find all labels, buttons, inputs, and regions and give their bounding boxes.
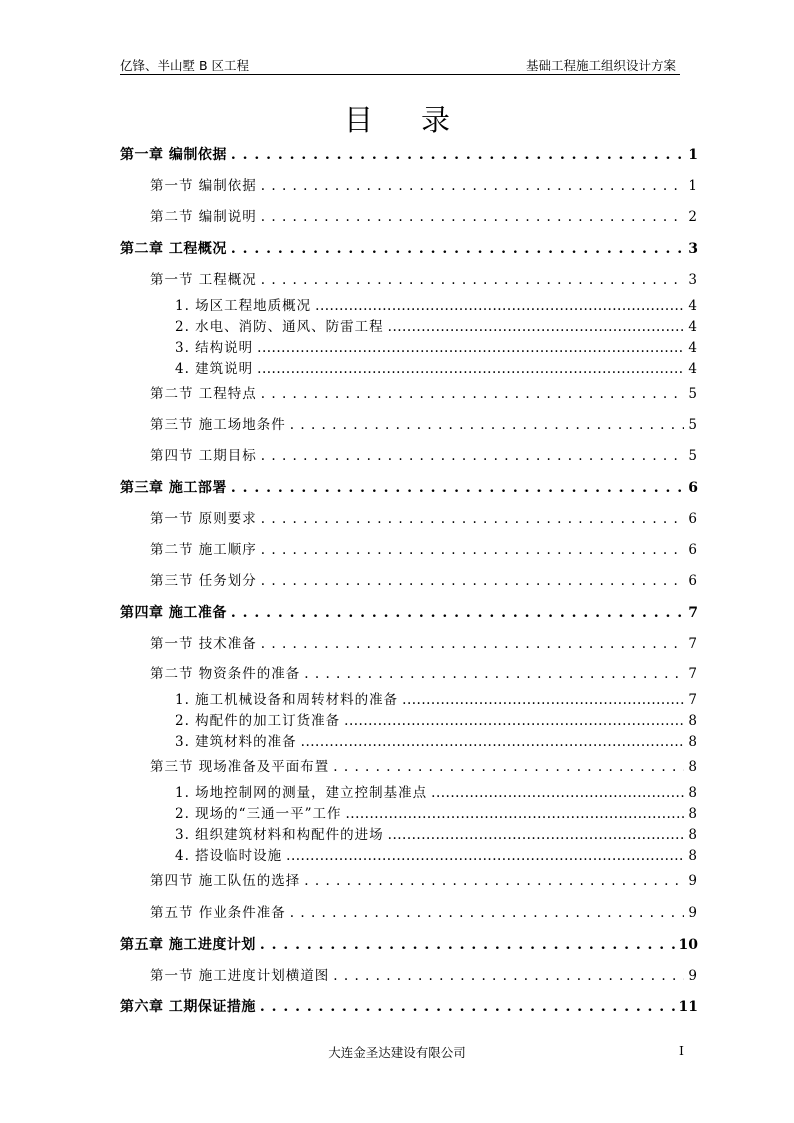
toc-entry-section <box>150 415 698 435</box>
toc-entry-item <box>175 359 698 379</box>
toc-entry-page: 1 <box>688 147 698 163</box>
toc-dot-leader <box>388 825 685 845</box>
toc-entry-label: 2. 现场的“三通一平”工作 <box>175 806 342 822</box>
toc-dot-leader <box>231 603 684 623</box>
toc-entry-chapter <box>120 603 698 623</box>
toc-entry-section <box>150 966 698 986</box>
toc-entry-page: 4 <box>688 340 698 356</box>
toc-entry-label: 第二节 施工顺序 <box>150 542 257 558</box>
toc-entry-page: 9 <box>688 873 698 889</box>
toc-entry-item <box>175 338 698 358</box>
toc-dot-leader <box>231 145 684 165</box>
toc-entry-item <box>175 846 698 866</box>
toc-entry-section <box>150 871 698 891</box>
toc-entry-label: 第四章 施工准备 <box>120 605 227 621</box>
toc-entry-page: 5 <box>688 417 698 433</box>
toc-entry-section <box>150 664 698 684</box>
toc-entry-label: 3. 建筑材料的准备 <box>175 734 297 750</box>
toc-entry-page: 8 <box>688 848 698 864</box>
page-header <box>120 56 680 75</box>
toc-entry-page: 1 <box>688 178 698 194</box>
toc-dot-leader <box>231 239 684 259</box>
toc-title <box>0 98 794 139</box>
toc-entry-label: 第一节 编制依据 <box>150 178 257 194</box>
toc-entry-page: 9 <box>688 905 698 921</box>
header-document-title: 基础工程施工组织设计方案 <box>525 58 676 73</box>
toc-entry-label: 第二节 编制说明 <box>150 209 257 225</box>
toc-title-char-2: 录 <box>421 103 451 137</box>
toc-entry-page: 7 <box>688 692 698 708</box>
toc-entry-section <box>150 384 698 404</box>
toc-entry-chapter <box>120 478 698 498</box>
toc-entry-label: 第一节 原则要求 <box>150 511 257 527</box>
toc-entry-page: 10 <box>678 937 698 953</box>
toc-dot-leader <box>388 317 685 337</box>
toc-entry-section <box>150 176 698 196</box>
toc-entry-page: 8 <box>688 785 698 801</box>
toc-entry-label: 第四节 工期目标 <box>150 448 257 464</box>
toc-dot-leader <box>304 664 684 684</box>
toc-entry-label: 1. 施工机械设备和周转材料的准备 <box>175 692 399 708</box>
toc-entry-chapter <box>120 145 698 165</box>
toc-entry-label: 第三节 施工场地条件 <box>150 417 286 433</box>
toc-entry-page: 8 <box>688 713 698 729</box>
toc-entry-page: 6 <box>688 511 698 527</box>
toc-entry-page: 3 <box>688 241 698 257</box>
toc-entry-page: 6 <box>688 542 698 558</box>
toc-dot-leader <box>261 207 685 227</box>
toc-entry-item <box>175 825 698 845</box>
toc-entry-page: 4 <box>688 298 698 314</box>
toc-title-char-1: 目 <box>343 103 373 137</box>
toc-entry-page: 7 <box>688 605 698 621</box>
toc-entry-item <box>175 317 698 337</box>
toc-entry-label: 2. 水电、消防、通风、防雷工程 <box>175 319 384 335</box>
toc-dot-leader <box>344 711 684 731</box>
toc-dot-leader <box>301 732 685 752</box>
toc-entry-section <box>150 634 698 654</box>
toc-entry-label: 第五章 施工进度计划 <box>120 937 256 953</box>
toc-entry-section <box>150 446 698 466</box>
toc-entry-label: 1. 场地控制网的测量，建立控制基准点 <box>175 785 428 801</box>
toc-entry-page: 7 <box>688 636 698 652</box>
toc-entry-label: 3. 结构说明 <box>175 340 254 356</box>
toc-entry-item <box>175 783 698 803</box>
toc-entry-page: 5 <box>688 386 698 402</box>
toc-entry-label: 第一节 技术准备 <box>150 636 257 652</box>
toc-entry-label: 第二章 工程概况 <box>120 241 227 257</box>
toc-dot-leader <box>304 871 684 891</box>
toc-entry-item <box>175 732 698 752</box>
toc-entry-page: 8 <box>688 806 698 822</box>
toc-entry-page: 8 <box>688 734 698 750</box>
toc-dot-leader <box>261 634 685 654</box>
toc-dot-leader <box>290 903 685 923</box>
toc-entry-label: 4. 搭设临时设施 <box>175 848 283 864</box>
toc-entry-label: 第一节 施工进度计划横道图 <box>150 968 330 984</box>
toc-dot-leader <box>257 338 684 358</box>
toc-entry-label: 3. 组织建筑材料和构配件的进场 <box>175 827 384 843</box>
toc-entry-label: 第三章 施工部署 <box>120 480 227 496</box>
toc-entry-chapter <box>120 239 698 259</box>
toc-entry-item <box>175 804 698 824</box>
toc-entry-page: 4 <box>688 361 698 377</box>
toc-entry-section <box>150 757 698 777</box>
toc-dot-leader <box>260 997 675 1017</box>
toc-dot-leader <box>333 757 684 777</box>
toc-dot-leader <box>261 176 685 196</box>
toc-dot-leader <box>345 804 684 824</box>
toc-dot-leader <box>261 509 685 529</box>
toc-entry-page: 7 <box>688 666 698 682</box>
toc-entry-label: 第二节 工程特点 <box>150 386 257 402</box>
toc-entry-label: 2. 构配件的加工订货准备 <box>175 713 341 729</box>
toc-entry-page: 3 <box>688 272 698 288</box>
toc-dot-leader <box>402 690 684 710</box>
toc-dot-leader <box>261 446 685 466</box>
toc-entry-item <box>175 690 698 710</box>
footer-page-number: I <box>679 1043 684 1058</box>
toc-entry-label: 第六章 工期保证措施 <box>120 999 256 1015</box>
toc-entry-section <box>150 509 698 529</box>
toc-entry-label: 第二节 物资条件的准备 <box>150 666 301 682</box>
toc-entry-label: 1. 场区工程地质概况 <box>175 298 312 314</box>
toc-entry-page: 6 <box>688 573 698 589</box>
toc-entry-label: 第一节 工程概况 <box>150 272 257 288</box>
toc-dot-leader <box>431 783 684 803</box>
toc-entry-section <box>150 571 698 591</box>
toc-entry-item <box>175 711 698 731</box>
toc-entry-page: 5 <box>688 448 698 464</box>
toc-entry-label: 4. 建筑说明 <box>175 361 254 377</box>
toc-entry-chapter <box>120 997 698 1017</box>
toc-dot-leader <box>257 359 684 379</box>
toc-entry-section <box>150 903 698 923</box>
header-project-name: 亿锋、半山墅 B 区工程 <box>120 58 250 73</box>
toc-dot-leader <box>286 846 684 866</box>
footer-company-name: 大连金圣达建设有限公司 <box>328 1045 466 1060</box>
toc-entry-page: 2 <box>688 209 698 225</box>
toc-entry-page: 8 <box>688 827 698 843</box>
toc-entry-page: 9 <box>688 968 698 984</box>
toc-entry-page: 6 <box>688 480 698 496</box>
toc-entry-label: 第五节 作业条件准备 <box>150 905 286 921</box>
toc-entry-page: 4 <box>688 319 698 335</box>
toc-dot-leader <box>261 270 685 290</box>
toc-entry-section <box>150 207 698 227</box>
toc-entry-label: 第三节 任务划分 <box>150 573 257 589</box>
toc-dot-leader <box>290 415 685 435</box>
toc-dot-leader <box>333 966 684 986</box>
toc-dot-leader <box>231 478 684 498</box>
toc-entry-label: 第三节 现场准备及平面布置 <box>150 759 330 775</box>
toc-entry-item <box>175 296 698 316</box>
toc-dot-leader <box>261 540 685 560</box>
toc-entry-label: 第四节 施工队伍的选择 <box>150 873 301 889</box>
toc-dot-leader <box>261 384 685 404</box>
toc-dot-leader <box>260 935 675 955</box>
toc-entry-section <box>150 540 698 560</box>
toc-entry-page: 11 <box>678 999 698 1015</box>
toc-dot-leader <box>315 296 684 316</box>
toc-entry-section <box>150 270 698 290</box>
toc-entry-chapter <box>120 935 698 955</box>
toc-entry-page: 8 <box>688 759 698 775</box>
toc-entry-label: 第一章 编制依据 <box>120 147 227 163</box>
toc-dot-leader <box>261 571 685 591</box>
